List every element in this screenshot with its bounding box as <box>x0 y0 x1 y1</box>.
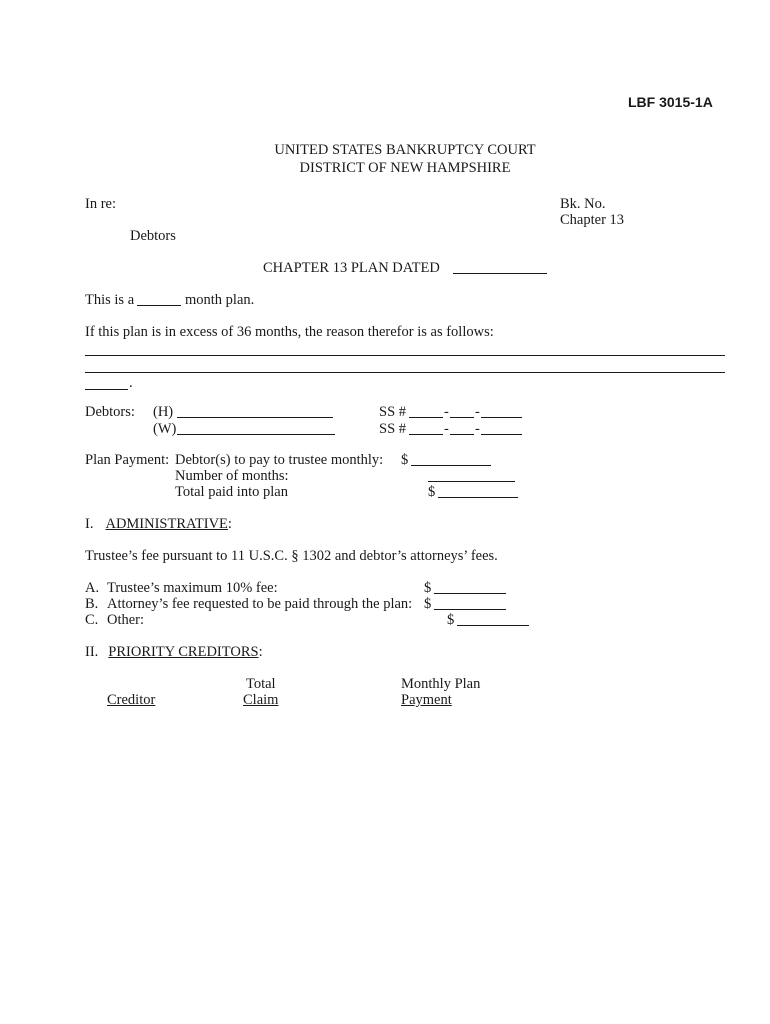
husband-name-field[interactable] <box>177 417 333 418</box>
plan-months-blank[interactable] <box>137 305 181 306</box>
section-2-colon: : <box>258 644 263 660</box>
plan-payment-label: Plan Payment: <box>85 452 170 468</box>
reason-line-3[interactable] <box>85 389 128 390</box>
item-c-text: Other: <box>107 612 145 628</box>
number-of-months-label: Number of months: <box>175 468 289 484</box>
monthly-dollar-sign: $ <box>401 452 409 468</box>
ss-w-part2[interactable] <box>450 434 474 435</box>
section-1-intro: Trustee’s fee pursuant to 11 U.S.C. § 1302 and debtor’s attorneys’ fees. <box>85 548 498 564</box>
husband-label: (H) <box>153 404 174 420</box>
ss-w-dash2: - <box>475 421 480 437</box>
in-re-label: In re: <box>85 196 116 212</box>
plan-length-prefix: This is a <box>85 292 135 308</box>
col-total-bottom: Claim <box>243 692 279 708</box>
col-payment-bottom: Payment <box>401 692 452 708</box>
plan-title: CHAPTER 13 PLAN DATED <box>263 260 440 276</box>
section-1-numeral: I. <box>85 516 94 532</box>
col-creditor: Creditor <box>107 692 156 708</box>
court-district: DISTRICT OF NEW HAMPSHIRE <box>299 160 511 176</box>
excess-reason-text: If this plan is in excess of 36 months, the reason therefor is as follows: <box>85 324 494 340</box>
ss-w-dash1: - <box>444 421 449 437</box>
ss-h-part3[interactable] <box>481 417 522 418</box>
ss-w-part1[interactable] <box>409 434 443 435</box>
plan-length-suffix: month plan. <box>185 292 255 308</box>
item-b-dollar: $ <box>424 596 432 612</box>
col-total-top: Total <box>246 676 276 692</box>
total-paid-label: Total paid into plan <box>175 484 288 500</box>
item-c-letter: C. <box>85 612 99 628</box>
reason-line-2[interactable] <box>85 372 725 373</box>
court-name: UNITED STATES BANKRUPTCY COURT <box>274 142 536 158</box>
section-1-colon: : <box>227 516 232 532</box>
monthly-payment-field[interactable] <box>411 465 491 466</box>
ss-w-part3[interactable] <box>481 434 522 435</box>
ss-h-part1[interactable] <box>409 417 443 418</box>
ss-h-dash1: - <box>444 404 449 420</box>
section-2-numeral: II. <box>85 644 99 660</box>
total-dollar-sign: $ <box>428 484 436 500</box>
attorney-fee-field[interactable] <box>434 609 506 610</box>
wife-label: (W) <box>153 421 177 437</box>
wife-name-field[interactable] <box>177 434 335 435</box>
debtors-caption: Debtors <box>130 228 176 244</box>
ss-label-h: SS # <box>379 404 407 420</box>
plan-date-blank[interactable] <box>453 273 547 274</box>
ss-label-w: SS # <box>379 421 407 437</box>
item-b-letter: B. <box>85 596 99 612</box>
item-c-dollar: $ <box>447 612 455 628</box>
debtors-label: Debtors: <box>85 404 135 420</box>
monthly-payment-label: Debtor(s) to pay to trustee monthly: <box>175 452 384 468</box>
number-of-months-field[interactable] <box>428 481 515 482</box>
item-a-text: Trustee’s maximum 10% fee: <box>107 580 278 596</box>
section-2-heading <box>85 644 263 660</box>
bk-no-label: Bk. No. <box>560 196 606 212</box>
ss-h-dash2: - <box>475 404 480 420</box>
form-id: LBF 3015-1A <box>628 94 713 110</box>
total-paid-field[interactable] <box>438 497 518 498</box>
chapter-label: Chapter 13 <box>560 212 625 228</box>
item-a-letter: A. <box>85 580 100 596</box>
reason-line-1[interactable] <box>85 355 725 356</box>
section-1-title: ADMINISTRATIVE <box>105 516 228 532</box>
ss-h-part2[interactable] <box>450 417 474 418</box>
reason-period: . <box>129 375 133 391</box>
col-payment-top: Monthly Plan <box>401 676 481 692</box>
section-2-title: PRIORITY CREDITORS <box>108 644 259 660</box>
other-fee-field[interactable] <box>457 625 529 626</box>
item-a-dollar: $ <box>424 580 432 596</box>
trustee-fee-field[interactable] <box>434 593 506 594</box>
section-1-heading <box>85 516 232 532</box>
item-b-text: Attorney’s fee requested to be paid through the plan: <box>107 596 413 612</box>
